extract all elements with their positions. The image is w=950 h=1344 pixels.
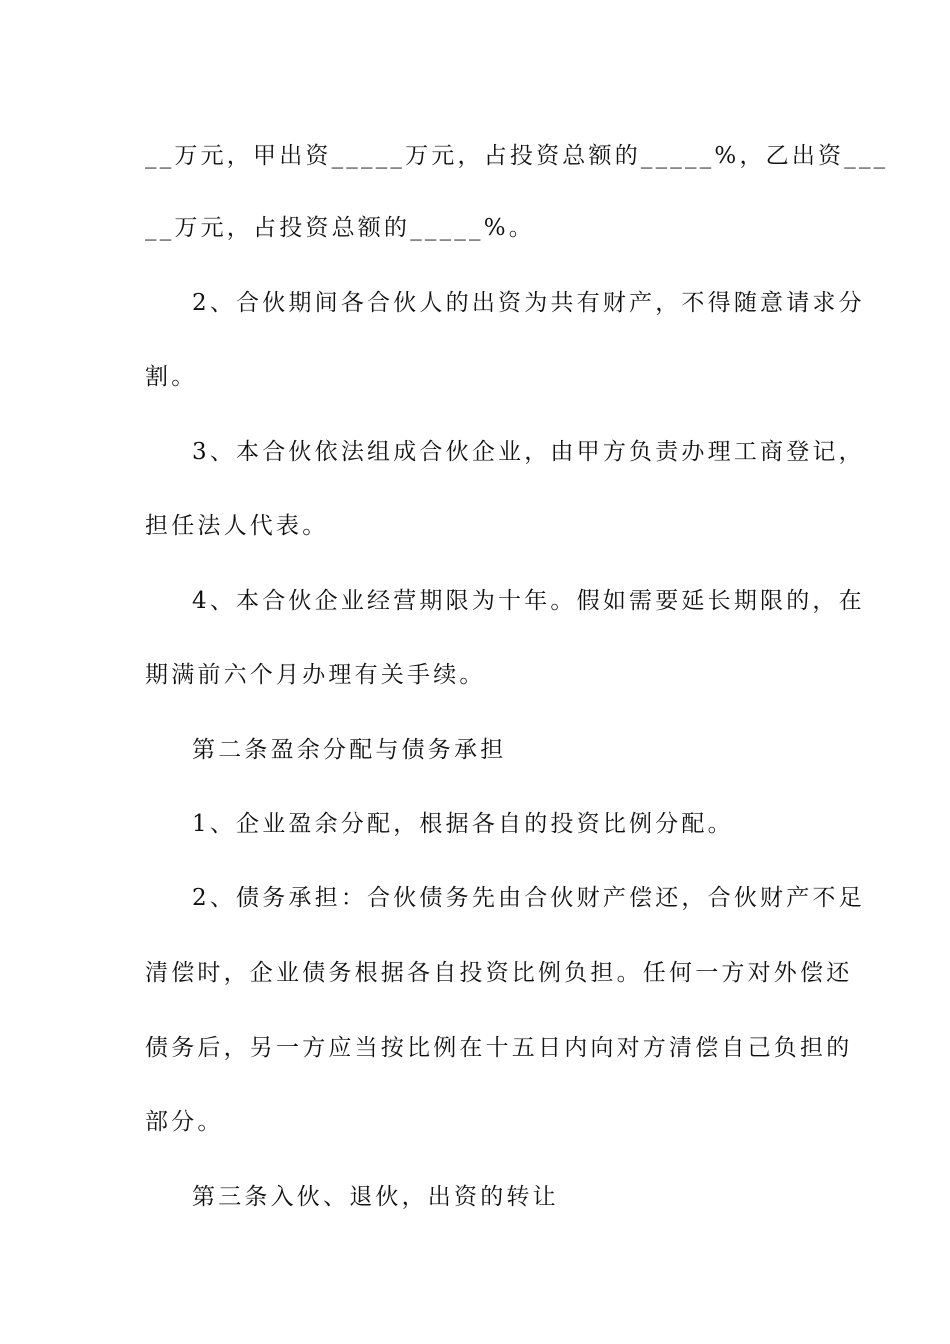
- text-line: 担任法人代表。: [145, 513, 329, 539]
- text-line: 期满前六个月办理有关手续。: [145, 662, 486, 688]
- text-line: 割。: [145, 364, 198, 390]
- section-heading: 第二条盈余分配与债务承担: [192, 737, 507, 763]
- text-line: __万元，甲出资_____万元，占投资总额的_____%，乙出资___: [145, 143, 889, 169]
- section-heading: 第三条入伙、退伙，出资的转让: [192, 1184, 559, 1210]
- paragraph-line: 2、债务承担：合伙债务先由合伙财产偿还，合伙财产不足: [192, 885, 865, 911]
- paragraph-2-line: 2、合伙期间各合伙人的出资为共有财产，不得随意请求分: [192, 290, 865, 316]
- text-line: 清偿时，企业债务根据各自投资比例负担。任何一方对外偿还: [145, 960, 853, 986]
- text-line: 债务后，另一方应当按比例在十五日内向对方清偿自己负担的: [145, 1035, 853, 1061]
- paragraph-4-line: 4、本合伙企业经营期限为十年。假如需要延长期限的，在: [192, 588, 865, 614]
- paragraph-3-line: 3、本合伙依法组成合伙企业，由甲方负责办理工商登记，: [192, 439, 865, 465]
- text-line: __万元，占投资总额的_____%。: [145, 215, 535, 241]
- paragraph-line: 1、企业盈余分配，根据各自的投资比例分配。: [192, 811, 734, 837]
- text-line: 部分。: [145, 1109, 224, 1135]
